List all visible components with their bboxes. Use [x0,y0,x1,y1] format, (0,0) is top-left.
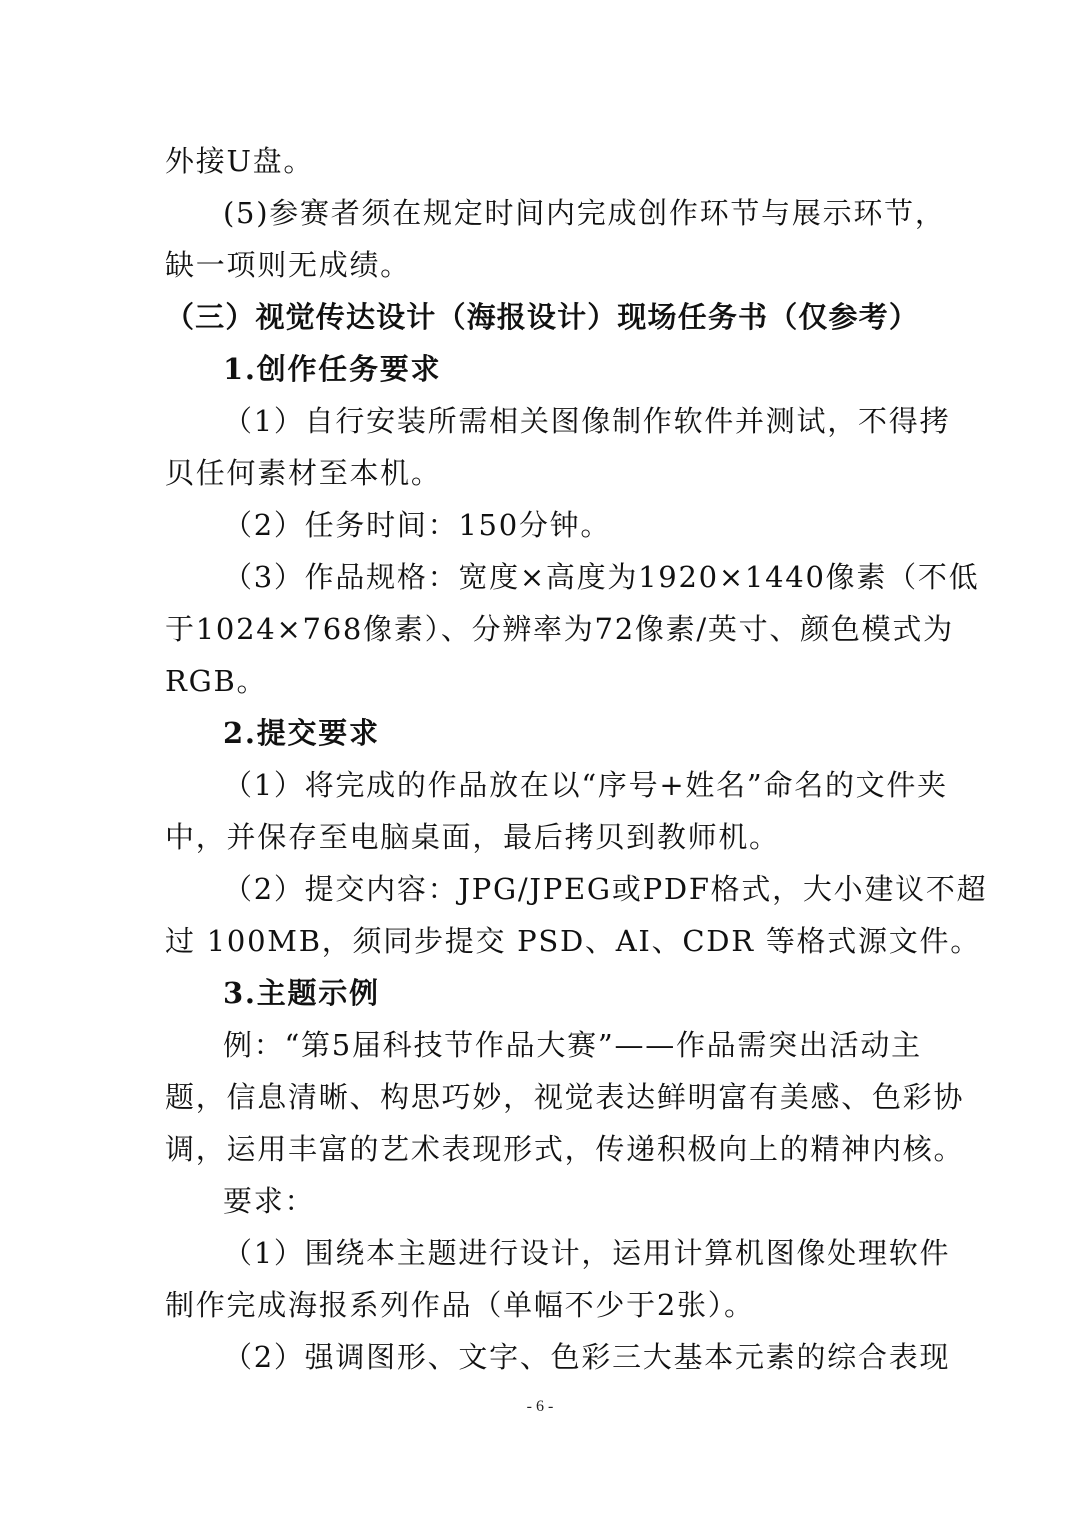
body-text [165,135,988,1383]
text-line: （2）提交内容：JPG/JPEG或PDF格式，大小建议不超 [223,872,988,906]
subsection-heading: 3.主题示例 [223,976,380,1010]
text-line: （1）将完成的作品放在以“序号+姓名”命名的文件夹 [223,768,948,802]
text-line: 缺一项则无成绩。 [165,248,411,282]
text-line: 过 100MB，须同步提交 PSD、AI、CDR 等格式源文件。 [165,924,981,958]
text-line: （1）围绕本主题进行设计，运用计算机图像处理软件 [223,1236,951,1270]
text-line: 贝任何素材至本机。 [165,456,442,490]
text-line: （3）作品规格：宽度×高度为1920×1440像素（不低 [223,560,980,594]
text-line: 外接U盘。 [165,144,315,178]
text-line: （2）任务时间：150分钟。 [223,508,612,542]
text-line: 例：“第5届科技节作品大赛”——作品需突出活动主 [223,1028,922,1062]
text-line: RGB。 [165,664,268,698]
subsection-heading: 2.提交要求 [223,716,380,750]
text-line: 制作完成海报系列作品（单幅不少于2张）。 [165,1288,755,1322]
text-line: 要求： [223,1184,316,1218]
text-line: (5)参赛者须在规定时间内完成创作环节与展示环节， [223,196,946,230]
subsection-heading: 1.创作任务要求 [223,352,442,386]
text-line: 题，信息清晰、构思巧妙，视觉表达鲜明富有美感、色彩协 [165,1080,965,1114]
text-line: 调，运用丰富的艺术表现形式，传递积极向上的精神内核。 [165,1132,965,1166]
text-line: 中，并保存至电脑桌面，最后拷贝到教师机。 [165,820,780,854]
text-line: （2）强调图形、文字、色彩三大基本元素的综合表现 [223,1340,951,1374]
text-line: 于1024×768像素）、分辨率为72像素/英寸、颜色模式为 [165,612,954,646]
page-number: - 6 - [526,1398,554,1415]
section-heading: （三）视觉传达设计（海报设计）现场任务书（仅参考） [165,300,920,334]
text-line: （1）自行安装所需相关图像制作软件并测试，不得拷 [223,404,951,438]
